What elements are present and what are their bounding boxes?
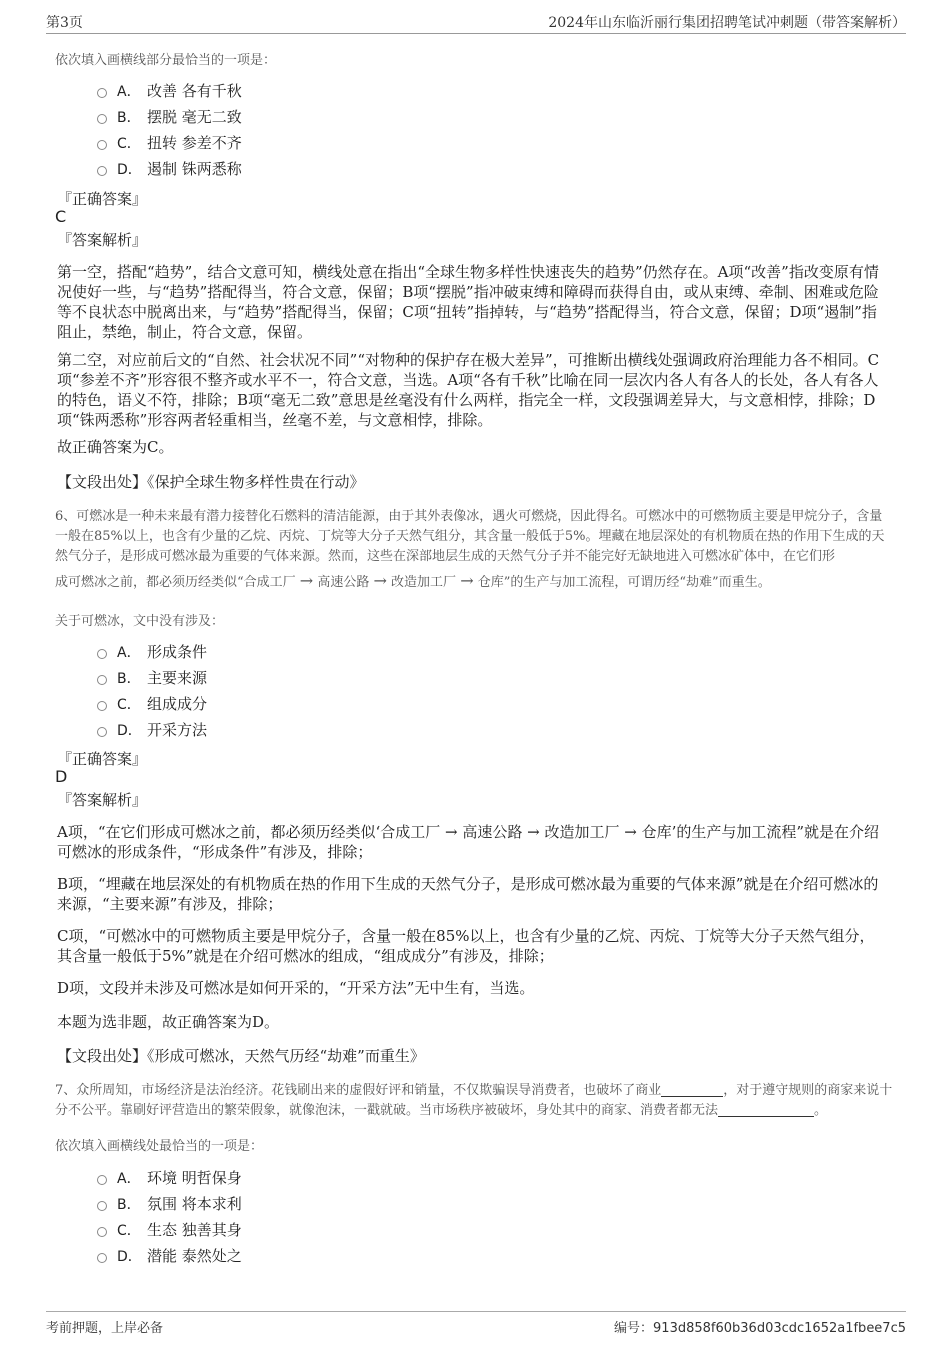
q5-option-d[interactable]: D． 遏制 铢两悉称 <box>97 158 242 180</box>
q5-analysis-label: 『答案解析』 <box>57 231 148 249</box>
radio-icon[interactable] <box>97 114 107 124</box>
q5-analysis-paragraph-1: 第一空，搭配“趋势”，结合文意可知，横线处意在指出“全球生物多样性快速丧失的趋势”仍然存在。A项“改善”指改变原有情况使好一些，与“趋势”搭配得当，符合文意，保留；B项“摆脱”指冲破束缚和障碍而获得自由，或从束缚、牵制、困难或危险等不良状态中脱离出来，与“趋势”搭配得当，保留；C项“扭转”指掉转，与“趋势”搭配得当，符合文意，保留；D项“遏制”指阻止，禁绝，制止，符合文意，保留。 <box>57 263 879 341</box>
q6-analysis-c: C项，“可燃冰中的可燃物质主要是甲烷分子，含量一般在85%以上，也含有少量的乙烷、丙烷、丁烷等大分子天然气组分，其含量一般低于5%”就是在介绍可燃冰的组成，“组成成分”有涉及，排除； <box>57 927 875 965</box>
q5-prompt: 依次填入画横线部分最恰当的一项是： <box>55 53 277 68</box>
q5-option-c[interactable]: C． 扭转 参差不齐 <box>97 132 242 154</box>
q7-option-b[interactable]: B． 氛围 将本求利 <box>97 1193 242 1215</box>
blank-1 <box>661 1082 723 1097</box>
q6-conclusion: 本题为选非题，故正确答案为D。 <box>57 1013 280 1031</box>
radio-icon[interactable] <box>97 140 107 150</box>
q5-answer-label: 『正确答案』 <box>57 190 148 208</box>
radio-icon[interactable] <box>97 1175 107 1185</box>
arrow-right-icon: → <box>460 571 474 590</box>
q6-analysis-label: 『答案解析』 <box>57 791 148 809</box>
q6-passage: 6、可燃冰是一种未来最有潜力接替化石燃料的清洁能源，由于其外表像冰，遇火可燃烧，因此得名。可燃冰中的可燃物质主要是甲烷分子，含量一般在85%以上，也含有少量的乙烷、丙烷、丁烷等大分子天然气组分，其含量一般低于5%。埋藏在地层深处的有机物质在热的作用下生成的天然气分子，是形成可燃冰最为重要的气体来源。然而，这些在深部地层生成的天然气分子并不能完好无缺地进入可燃冰矿体中，在它们形 <box>55 509 885 564</box>
q6-answer-label: 『正确答案』 <box>57 750 148 768</box>
q5-option-a[interactable]: A． 改善 各有千秋 <box>97 80 242 102</box>
q5-analysis-paragraph-2: 第二空，对应前后文的“自然、社会状况不同”“对物种的保护存在极大差异”，可推断出横线处强调政府治理能力各不相同。C项“参差不齐”形容很不整齐或水平不一，符合文意，当选。A项“各有千秋”比喻在同一层次内各人有各人的长处，各人有各人的特色，语义不符，排除；B项“毫无二致”意思是丝毫没有什么两样，指完全一样，文段强调差异大，与文意相悖，排除；D项“铢两悉称”形容两者轻重相当，丝毫不差，与文意相悖，排除。 <box>57 351 880 429</box>
document-title: 2024年山东临沂丽行集团招聘笔试冲刺题（带答案解析） <box>548 15 906 31</box>
page-footer <box>46 1311 906 1338</box>
radio-icon[interactable] <box>97 88 107 98</box>
radio-icon[interactable] <box>97 675 107 685</box>
page-header <box>46 9 906 34</box>
q7-option-d[interactable]: D． 潜能 泰然处之 <box>97 1245 242 1267</box>
q6-option-b[interactable]: B． 主要来源 <box>97 667 207 689</box>
document-code: 编号：913d858f60b36d03cdc1652a1fbee7c5 <box>614 1321 906 1336</box>
radio-icon[interactable] <box>97 1253 107 1263</box>
q6-option-a[interactable]: A． 形成条件 <box>97 641 207 663</box>
radio-icon[interactable] <box>97 649 107 659</box>
q7-option-c[interactable]: C． 生态 独善其身 <box>97 1219 242 1241</box>
q5-answer: C <box>55 207 67 226</box>
q6-passage-flow: 成可燃冰之前，都必须历经类似“合成工厂 → 高速公路 → 改造加工厂 → 仓库”的生产与加工流程，可谓历经“劫难”而重生。 <box>55 571 771 590</box>
q6-source: 【文段出处】《形成可燃冰，天然气历经“劫难”而重生》 <box>57 1047 425 1065</box>
radio-icon[interactable] <box>97 1227 107 1237</box>
arrow-right-icon: → <box>373 571 387 590</box>
q6-option-c[interactable]: C． 组成成分 <box>97 693 207 715</box>
blank-2 <box>718 1102 814 1117</box>
footer-slogan: 考前押题，上岸必备 <box>46 1321 164 1336</box>
radio-icon[interactable] <box>97 166 107 176</box>
radio-icon[interactable] <box>97 1201 107 1211</box>
q7-prompt: 依次填入画横线处最恰当的一项是： <box>55 1139 264 1154</box>
q7-option-a[interactable]: A． 环境 明哲保身 <box>97 1167 242 1189</box>
q6-prompt: 关于可燃冰，文中没有涉及： <box>55 614 225 629</box>
radio-icon[interactable] <box>97 701 107 711</box>
q6-analysis-a: A项，“在它们形成可燃冰之前，都必须历经类似‘合成工厂 → 高速公路 → 改造加工厂 → 仓库’的生产与加工流程”就是在介绍可燃冰的形成条件，“形成条件”有涉及，排除； <box>57 823 880 861</box>
q5-source: 【文段出处】《保护全球生物多样性贵在行动》 <box>57 473 365 491</box>
radio-icon[interactable] <box>97 727 107 737</box>
q6-analysis-b: B项，“埋藏在地层深处的有机物质在热的作用下生成的天然气分子，是形成可燃冰最为重要的气体来源”就是在介绍可燃冰的来源，“主要来源”有涉及，排除； <box>57 875 879 913</box>
arrow-right-icon: → <box>299 571 314 590</box>
q6-option-d[interactable]: D． 开采方法 <box>97 719 207 741</box>
page-number: 第3页 <box>46 15 83 31</box>
q7-passage: 7、众所周知，市场经济是法治经济。花钱刷出来的虚假好评和销量，不仅欺骗误导消费者，也破坏了商业 ，对于遵守规则的商家来说十分不公平。靠刷好评营造出的繁荣假象，就像泡沫，一戳就破。当市场秩序被破坏，身处其中的商家、消费者都无法 。 <box>55 1083 893 1118</box>
q6-answer: D <box>55 767 68 786</box>
q5-option-b[interactable]: B． 摆脱 毫无二致 <box>97 106 242 128</box>
q5-conclusion: 故正确答案为C。 <box>57 438 174 456</box>
q6-analysis-d: D项，文段并未涉及可燃冰是如何开采的，“开采方法”无中生有，当选。 <box>57 979 535 997</box>
